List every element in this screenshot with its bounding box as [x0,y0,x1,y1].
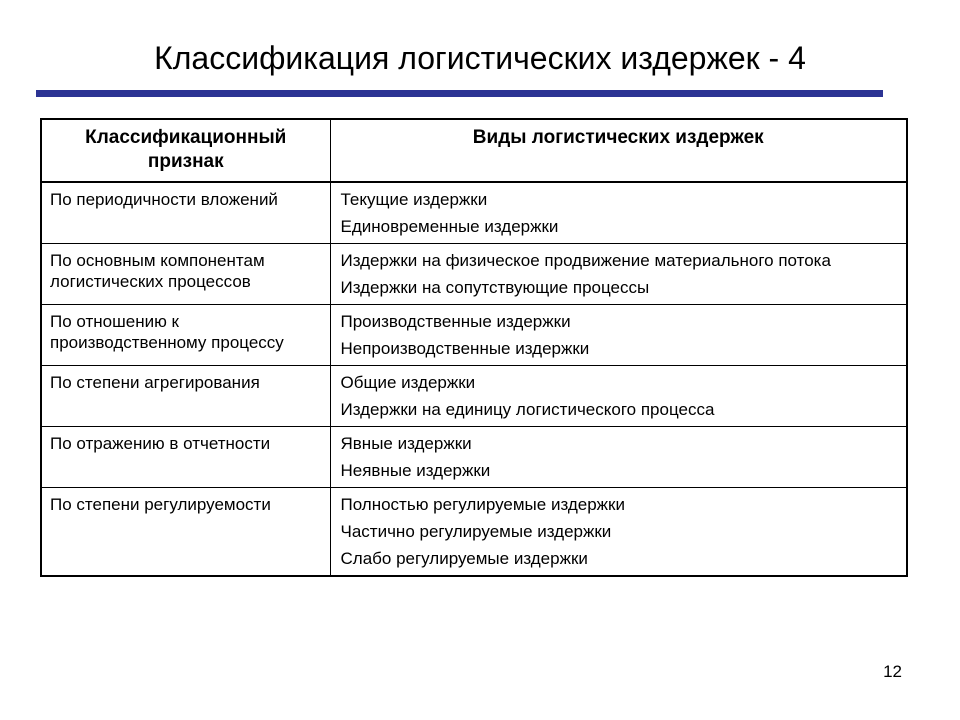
row-criterion: По отражению в отчетности [41,427,330,488]
table-header-row [41,119,907,182]
row-criterion: По степени регулируемости [41,488,330,577]
row-criterion: По основным компонентам логистических процессов [41,244,330,305]
row-cost-types [330,305,907,366]
table-row [41,427,907,488]
table-row [41,182,907,244]
cost-type-item: Общие издержки [340,373,476,392]
cost-type-item: Явные издержки [340,434,472,453]
cost-type-item: Производственные издержки [340,312,571,331]
row-cost-types [330,488,907,577]
table-row [41,244,907,305]
header-cost-types: Виды логистических издержек [330,119,907,182]
title-underline [36,90,883,97]
cost-type-item: Издержки на единицу логистического процесса [340,400,715,419]
cost-type-item: Непроизводственные издержки [340,339,590,358]
cost-type-item: Полностью регулируемые издержки [340,495,625,514]
cost-type-item: Издержки на физическое продвижение материального потока [340,251,831,270]
table-row [41,488,907,577]
row-cost-types [330,427,907,488]
row-criterion: По периодичности вложений [41,182,330,244]
cost-classification-table [40,118,908,577]
row-cost-types [330,182,907,244]
row-criterion: По отношению к производственному процессу [41,305,330,366]
header-criterion: Классификационный признак [41,119,330,182]
cost-type-item: Неявные издержки [340,461,491,480]
row-criterion: По степени агрегирования [41,366,330,427]
table-row [41,366,907,427]
cost-type-item: Единовременные издержки [340,217,559,236]
cost-type-item: Текущие издержки [340,190,488,209]
cost-type-item: Издержки на сопутствующие процессы [340,278,650,297]
cost-classification-table-wrapper [40,118,906,577]
cost-type-item: Слабо регулируемые издержки [340,549,588,568]
slide-title: Классификация логистических издержек - 4 [154,40,806,76]
row-cost-types [330,244,907,305]
row-cost-types [330,366,907,427]
page-number: 12 [883,662,902,681]
cost-type-item: Частично регулируемые издержки [340,522,612,541]
table-row [41,305,907,366]
